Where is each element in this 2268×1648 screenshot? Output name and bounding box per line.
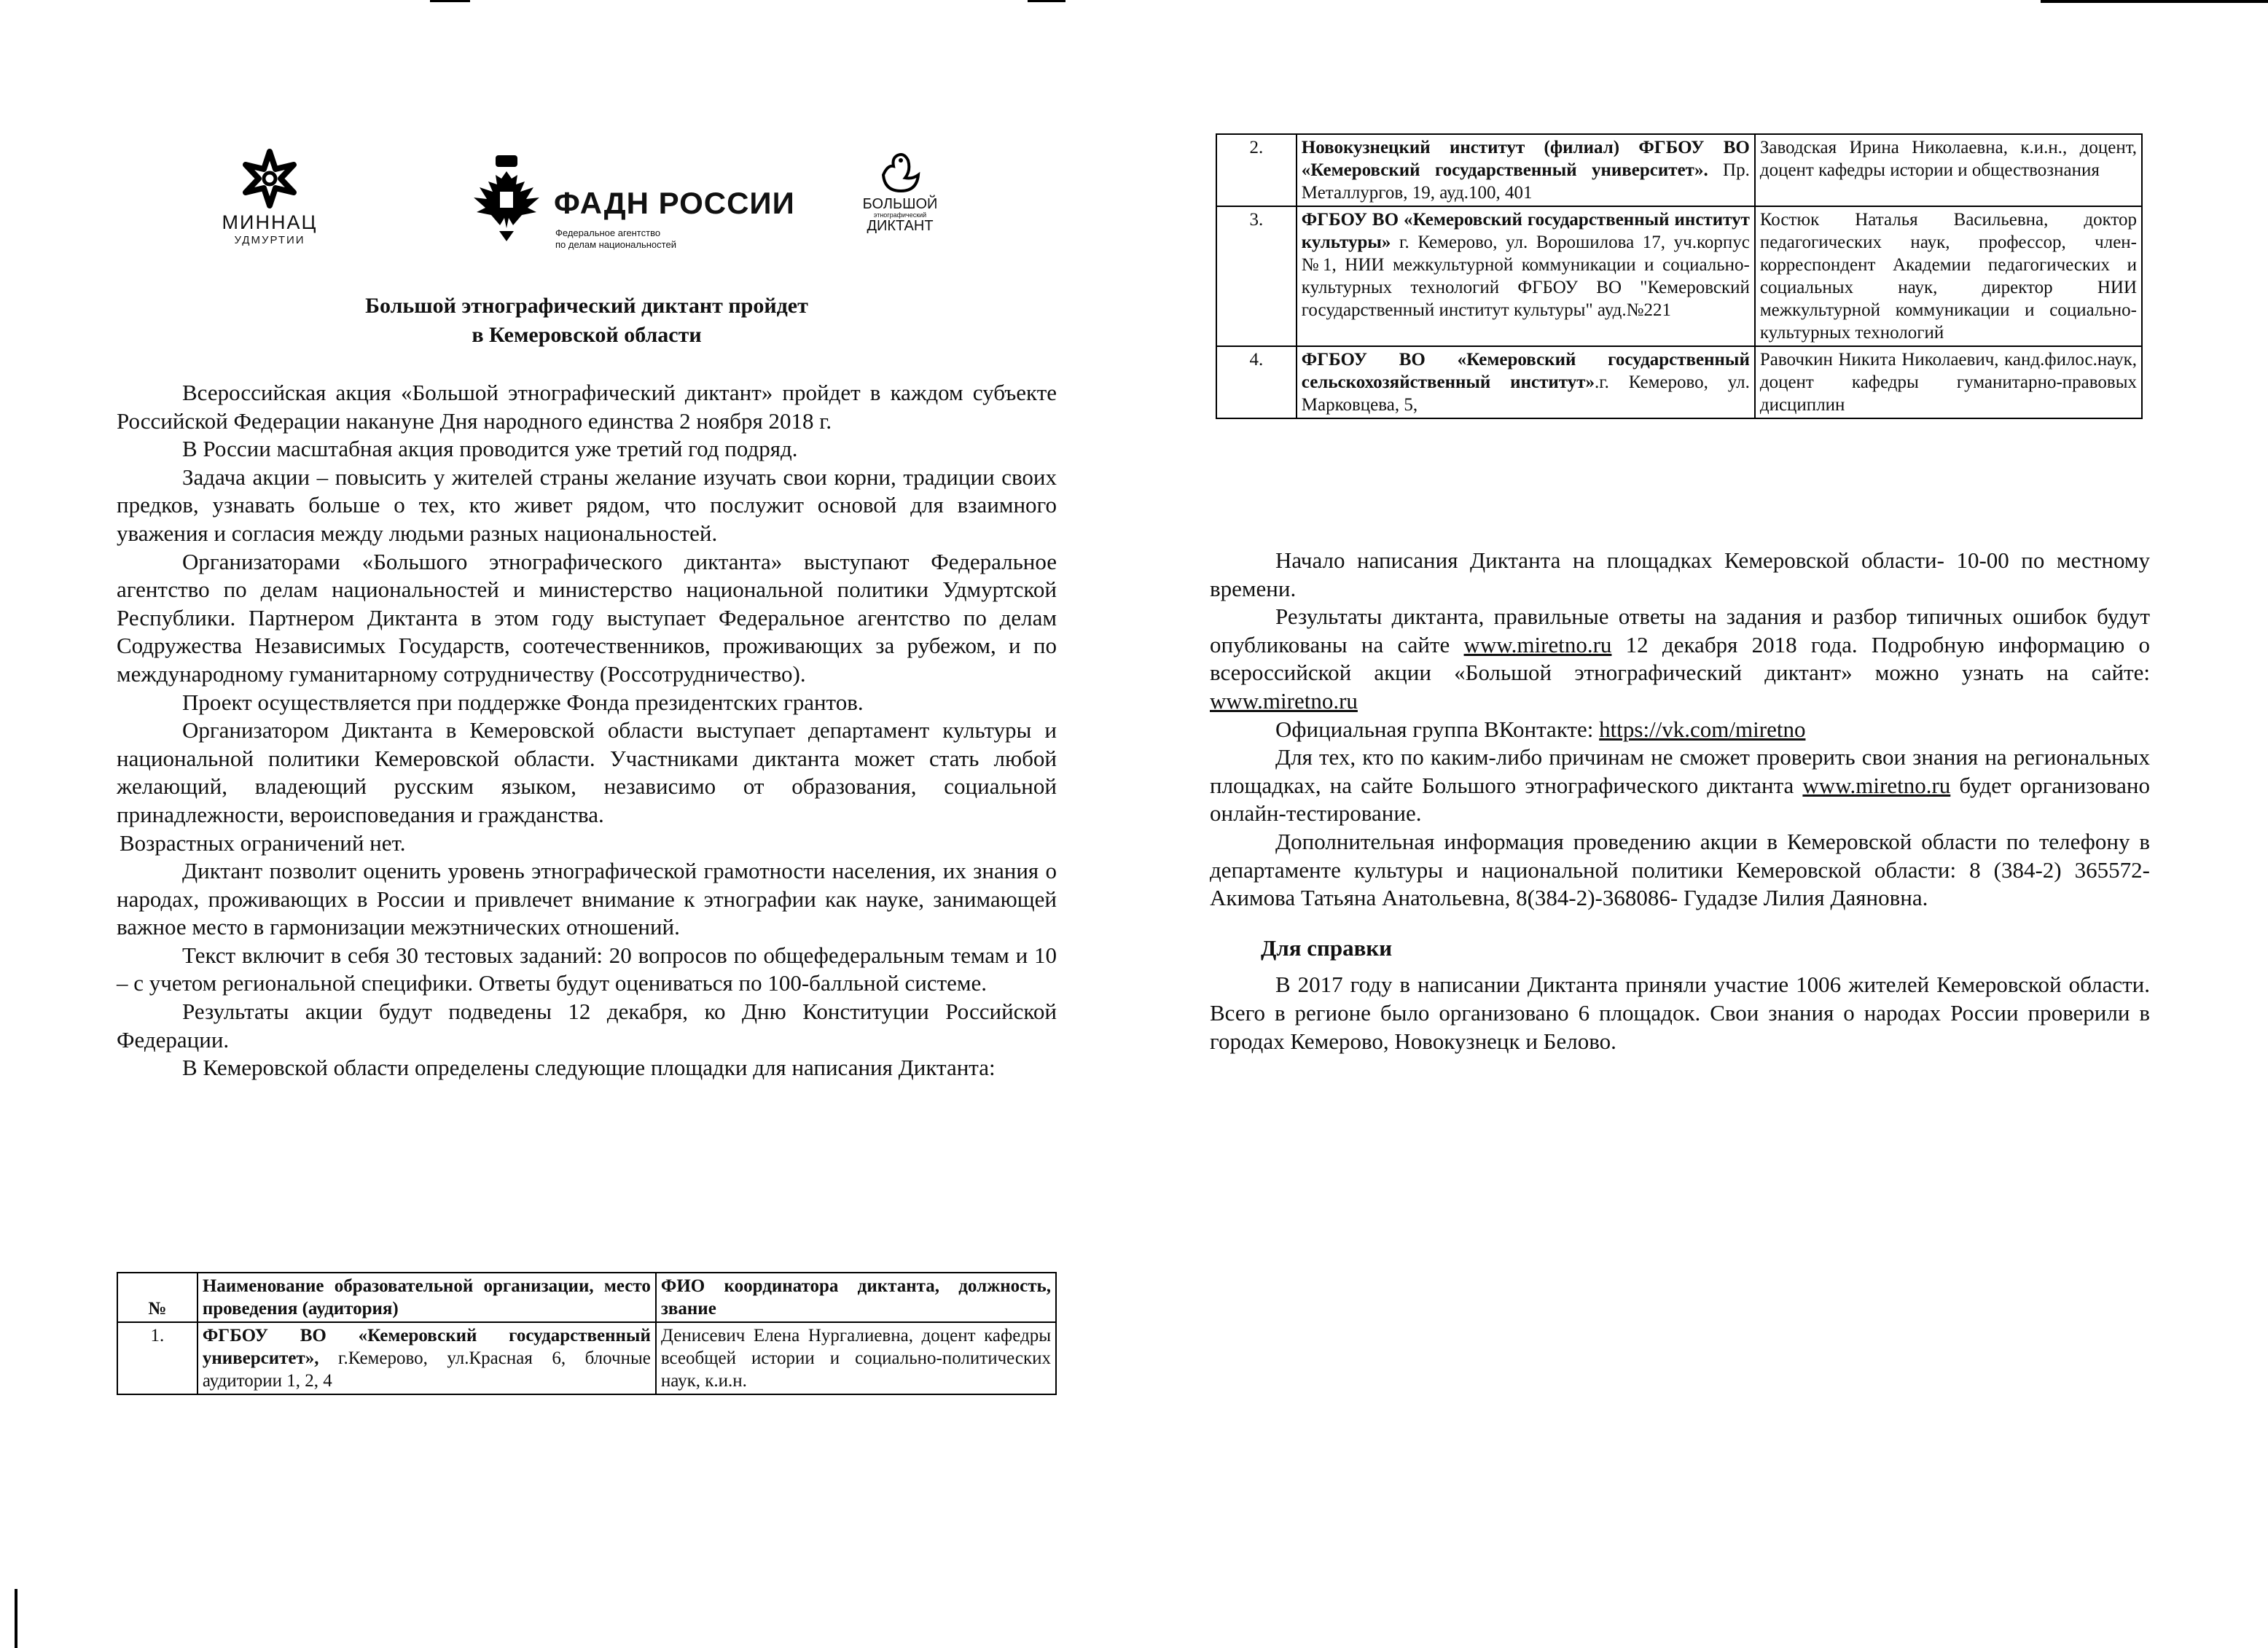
- bird-icon: [875, 146, 926, 197]
- double-eagle-emblem-icon: [466, 149, 547, 244]
- row-num: 1.: [117, 1322, 198, 1394]
- paragraph: Всероссийская акция «Большой этнографический диктант» пройдет в каждом субъекте Российской Федерации накануне Дня народного единства 2 ноября 2018 г.: [117, 380, 1057, 434]
- diktant-logo-line2: этнографический: [873, 211, 927, 219]
- paragraph: В Кемеровской области определены следующие площадки для написания Диктанта:: [182, 1055, 996, 1081]
- results-text-b: 12 декабря 2018 года. Подробную информацию о всероссийской акции «Большой этнографический диктант» можно узнать на сайте:: [1210, 631, 2150, 686]
- minnac-logo-line2: УДМУРТИИ: [234, 234, 305, 246]
- header-coordinator: ФИО координатора диктанта, должность, звание: [656, 1273, 1056, 1322]
- paragraph: Текст включит в себя 30 тестовых заданий: 20 вопросов по общефедеральным темам и 10 – с учетом региональной специфики. Ответы будут оцениваться по 100-балльной системе.: [117, 942, 1057, 996]
- online-test-text-a: Для тех, кто по каким-либо причинам не сможет проверить свои знания на региональных площадках, на сайте Большого этнографического диктанта: [1210, 744, 2150, 798]
- org-name: ФГБОУ ВО «Кемеровский государственный институт культуры»: [1301, 210, 1750, 252]
- row-organization: [1297, 346, 1755, 418]
- paragraph: Диктант позволит оценить уровень этнографической грамотности населения, их знания о народах, проживающих в России и привлечет внимание к этнографии как науке, занимающей важное место в гармонизации межэтнических отношений.: [117, 858, 1057, 940]
- fadn-logo-sub2: по делам национальностей: [555, 239, 676, 250]
- table-row: [117, 1322, 1056, 1394]
- org-address: г.Кемерово, ул.Красная 6, блочные аудитории 1, 2, 4: [202, 1348, 651, 1391]
- paragraph: В России масштабная акция проводится уже третий год подряд.: [182, 436, 798, 462]
- row-organization: [1297, 134, 1755, 206]
- vk-label: Официальная группа ВКонтакте:: [1275, 716, 1600, 742]
- paragraph: Результаты акции будут подведены 12 декабря, ко Дню Конституции Российской Федерации.: [117, 999, 1057, 1053]
- miretno-link[interactable]: www.miretno.ru: [1463, 631, 1612, 657]
- left-body-text: [117, 379, 1057, 1082]
- paragraph: Задача акции – повысить у жителей страны желание изучать свои корни, традиции своих предков, узнавать больше о тех, кто живет рядом, что послужит основой для взаимного уважения и согласия между людьми разных национальностей.: [117, 464, 1057, 546]
- document-title: [117, 292, 1057, 350]
- row-num: 2.: [1216, 134, 1297, 206]
- row-coordinator: Костюк Наталья Васильевна, доктор педагогических наук, профессор, член-корреспондент Академии педагогических и социальных наук, директор НИИ межкультурной коммуникации и социально-культурных технологий: [1755, 206, 2142, 346]
- paragraph-reference: В 2017 году в написании Диктанта приняли участие 1006 жителей Кемеровской области. Всего в регионе было организовано 6 площадок. Свои знания о народах России проверили в городах Кемерово, Новокузнецк и Белово.: [1210, 972, 2150, 1054]
- paragraph-results: [1210, 603, 2150, 715]
- title-line2: в Кемеровской области: [472, 323, 702, 347]
- org-name: ФГБОУ ВО «Кемеровский государственный университет»,: [202, 1326, 651, 1368]
- online-test-text-b: будет организовано онлайн-тестирование.: [1210, 772, 2150, 827]
- vk-link[interactable]: https://vk.com/miretno: [1599, 716, 1806, 742]
- table-row: [1216, 134, 2142, 206]
- table-row: [1216, 346, 2142, 418]
- paragraph-contacts: Дополнительная информация проведению акции в Кемеровской области по телефону в департаменте культуры и национальной политики Кемеровской области: 8 (384-2) 365572- Акимова Татьяна Анатольевна, 8(384-2)-368086- Гудадзе Лилия Даяновна.: [1210, 828, 2150, 911]
- fadn-logo: [466, 146, 795, 255]
- results-text-a: Результаты диктанта, правильные ответы на задания и разбор типичных ошибок будут опубликованы на сайте: [1210, 604, 2150, 657]
- row-num: 4.: [1216, 346, 1297, 418]
- org-address: г. Кемерово, ул. Ворошилова 17, уч.корпус №1, НИИ межкультурной коммуникации и социально-культурных технологий ФГБОУ ВО "Кемеровский государственный институт культуры" ауд.№221: [1301, 233, 1750, 320]
- row-organization: [1297, 206, 1755, 346]
- fadn-logo-sub1: Федеральное агентство: [555, 227, 661, 238]
- diktant-logo-line1: БОЛЬШОЙ: [862, 196, 938, 212]
- row-organization: [198, 1322, 656, 1394]
- paragraph-start-time: Начало написания Диктанта на площадках Кемеровской области- 10-00 по местному времени.: [1210, 547, 2150, 601]
- fadn-logo-name: ФАДН РОССИИ: [554, 186, 795, 220]
- header-organization: Наименование образовательной организации, место проведения (аудитория): [198, 1273, 656, 1322]
- row-coordinator: Заводская Ирина Николаевна, к.и.н., доцент, доцент кафедры истории и обществознания: [1755, 134, 2142, 206]
- venues-table-continued: [1216, 133, 2143, 419]
- header-num: №: [117, 1273, 198, 1322]
- venues-table: [117, 1272, 1057, 1395]
- row-num: 3.: [1216, 206, 1297, 346]
- paragraph: Организаторами «Большого этнографического диктанта» выступают Федеральное агентство по делам национальностей и министерство национальной политики Удмуртской Республики. Партнером Диктанта в этом году выступает Федеральное агентство по делам Содружества Независимых Государств, соотечественников, проживающих за рубежом, и по международному гуманитарному сотрудничеству (Россотрудничество).: [117, 548, 1057, 687]
- scan-mark-top-center: [1028, 0, 1065, 2]
- org-address: .г. Кемерово, ул. Марковцева, 5,: [1301, 372, 1750, 415]
- logo-row: [168, 146, 969, 270]
- diktant-logo: [838, 146, 962, 233]
- reference-heading: Для справки: [1261, 934, 1393, 961]
- table-row: [1216, 206, 2142, 346]
- minnac-logo-line1: МИННАЦ: [222, 211, 318, 233]
- paragraph: Возрастных ограничений нет.: [120, 829, 406, 856]
- row-coordinator: Равочкин Никита Николаевич, канд.филос.наук, доцент кафедры гуманитарно-правовых дисциплин: [1755, 346, 2142, 418]
- paragraph: Организатором Диктанта в Кемеровской области выступает департамент культуры и национальной политики Кемеровской области. Участниками диктанта может стать любой желающий, владеющий русским языком, независимо от образования, социальной принадлежности, вероисповедания и гражданства.: [117, 717, 1057, 827]
- paragraph-online-test: [1210, 743, 2150, 828]
- title-line1: Большой этнографический диктант пройдет: [365, 294, 808, 318]
- org-name: Новокузнецкий институт (филиал) ФГБОУ ВО «Кемеровский государственный университет».: [1301, 138, 1750, 180]
- right-body-text: [1210, 547, 2150, 1055]
- org-name: ФГБОУ ВО «Кемеровский государственный сельскохозяйственный институт»: [1301, 350, 1750, 392]
- flower-star-icon: [237, 146, 302, 211]
- org-address: Пр. Металлургов, 19, ауд.100, 401: [1301, 160, 1750, 203]
- scan-mark-top-right: [2041, 0, 2268, 3]
- paragraph: Проект осуществляется при поддержке Фонда президентских грантов.: [182, 689, 864, 715]
- diktant-logo-line3: ДИКТАНТ: [867, 218, 934, 234]
- miretno-link[interactable]: www.miretno.ru: [1802, 772, 1951, 798]
- scan-mark-top-left: [430, 0, 470, 2]
- row-coordinator: Денисевич Елена Нургалиевна, доцент кафедры всеобщей истории и социально-политических наук, к.и.н.: [656, 1322, 1056, 1394]
- paragraph-vk-group: [1210, 716, 2150, 744]
- scan-mark-left-edge: [15, 1589, 17, 1648]
- miretno-link[interactable]: www.miretno.ru: [1210, 687, 1358, 714]
- table-header-row: [117, 1273, 1056, 1322]
- minnac-logo: [211, 146, 328, 246]
- fadn-logo-subtitle: [555, 227, 676, 251]
